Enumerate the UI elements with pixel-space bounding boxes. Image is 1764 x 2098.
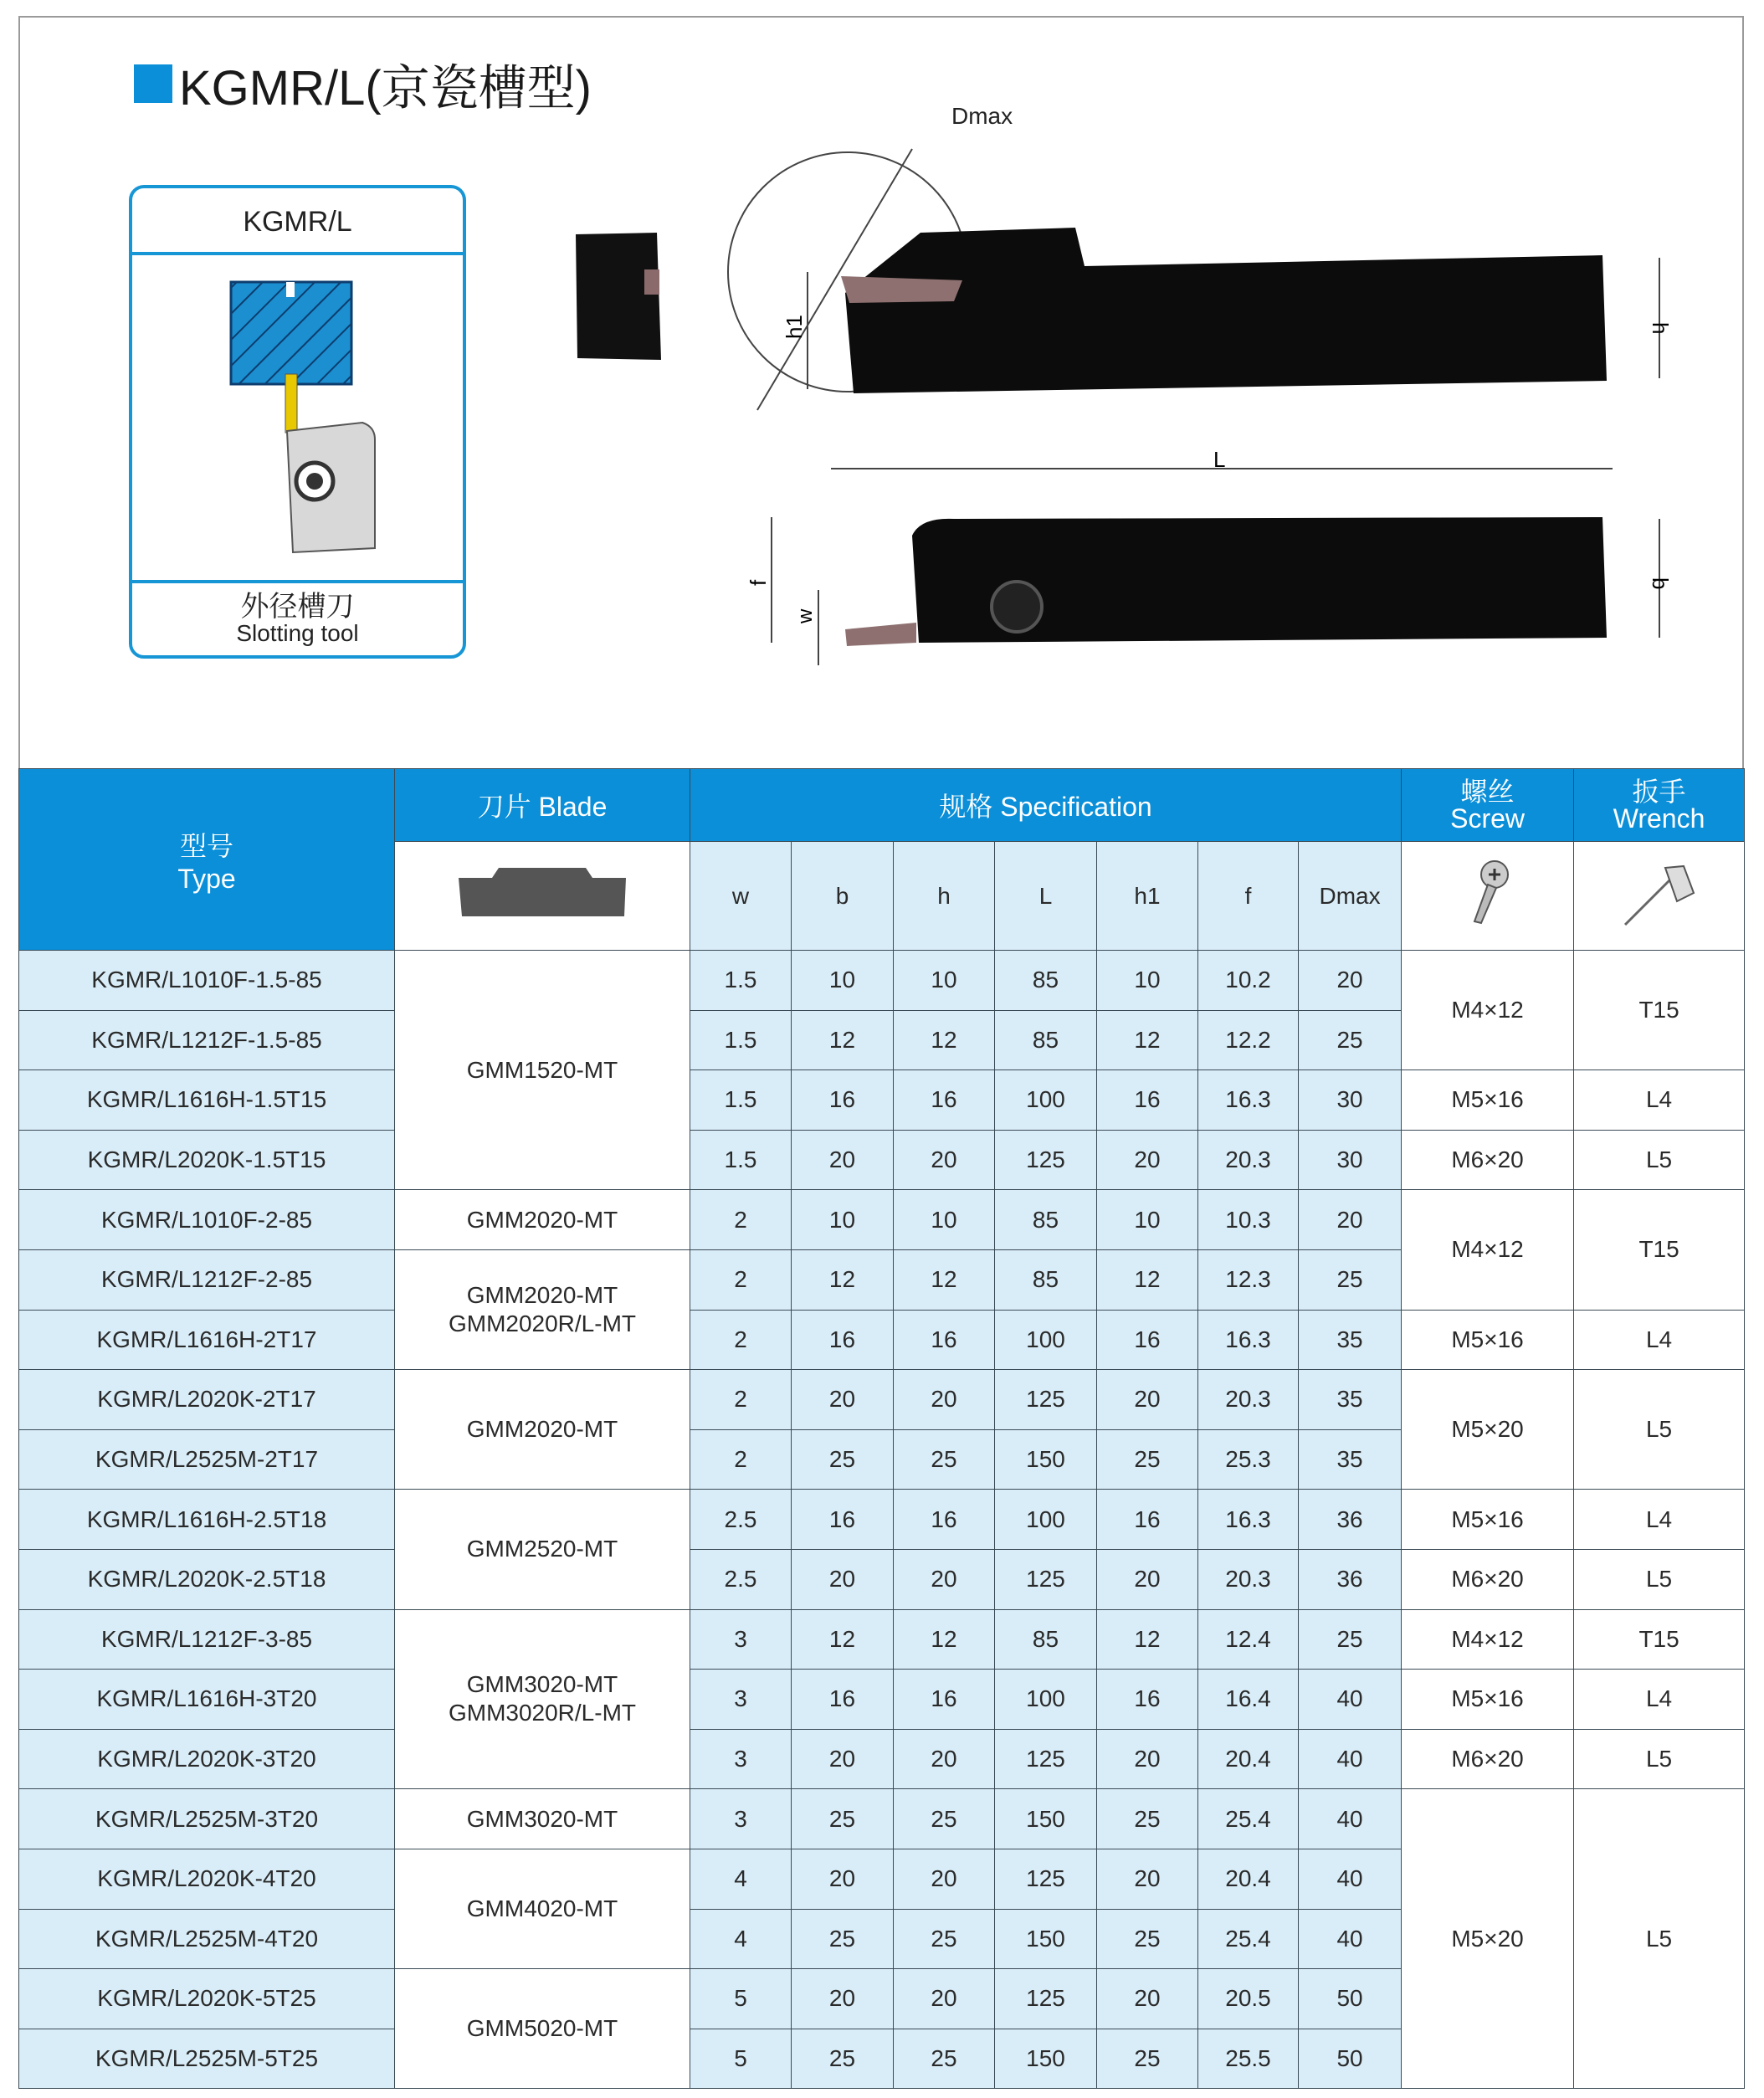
label-f: f [746, 579, 771, 586]
blade-cell [395, 1190, 690, 1250]
blade-cell [395, 951, 690, 1190]
card-label-cn: 外径槽刀 [240, 591, 355, 623]
screw-en: Screw [1450, 803, 1526, 834]
spec-cell-dmax: 25 [1299, 1010, 1402, 1070]
type-cell: KGMR/L1212F-2-85 [19, 1249, 395, 1310]
spec-cell-b: 25 [792, 1789, 894, 1849]
spec-cell-h1: 12 [1097, 1249, 1198, 1310]
spec-cell-h: 20 [894, 1969, 995, 2029]
spec-cell-w: 2 [690, 1310, 792, 1370]
spec-cell-f: 25.5 [1198, 2029, 1299, 2089]
spec-cell-l: 150 [995, 2029, 1097, 2089]
table-row [19, 1130, 1745, 1190]
label-dmax: Dmax [951, 103, 1013, 129]
table-row [19, 1609, 1745, 1670]
spec-cell-h1: 10 [1097, 1190, 1198, 1250]
table-row [19, 1789, 1745, 1849]
col-spec: 规格 Specification [690, 769, 1402, 842]
spec-cell-f: 16.3 [1198, 1490, 1299, 1550]
spec-cell-w: 1.5 [690, 1070, 792, 1131]
card-label-en: Slotting tool [236, 620, 359, 646]
spec-header-dmax: Dmax [1299, 842, 1402, 951]
spec-cell-h: 20 [894, 1549, 995, 1609]
type-cell: KGMR/L1616H-1.5T15 [19, 1070, 395, 1131]
spec-cell-w: 2 [690, 1429, 792, 1490]
screw-cell: M5×16 [1402, 1670, 1574, 1730]
spec-cell-h1: 16 [1097, 1490, 1198, 1550]
table-row [19, 1729, 1745, 1789]
blade-model: GMM3020-MT [466, 1805, 618, 1832]
spec-cell-w: 5 [690, 1969, 792, 2029]
screw-cell: M6×20 [1402, 1729, 1574, 1789]
wrench-cell: T15 [1574, 1190, 1745, 1310]
blade-model: GMM2020-MT [466, 1206, 618, 1233]
label-L: L [1213, 447, 1226, 472]
spec-cell-l: 85 [995, 1190, 1097, 1250]
spec-cell-dmax: 40 [1299, 1729, 1402, 1789]
label-b: b [1648, 577, 1673, 590]
spec-cell-l: 100 [995, 1670, 1097, 1730]
type-cn: 型号 [179, 830, 233, 861]
wrench-cell: L4 [1574, 1490, 1745, 1550]
screw-cell: M5×20 [1402, 1370, 1574, 1490]
spec-cell-h: 10 [894, 951, 995, 1011]
blade-cell [395, 1370, 690, 1490]
spec-cell-dmax: 40 [1299, 1849, 1402, 1909]
spec-cell-f: 20.4 [1198, 1729, 1299, 1789]
spec-cell-dmax: 35 [1299, 1429, 1402, 1490]
spec-cell-dmax: 40 [1299, 1909, 1402, 1969]
spec-cell-w: 2.5 [690, 1490, 792, 1550]
spec-cell-h1: 25 [1097, 2029, 1198, 2089]
spec-cell-b: 12 [792, 1010, 894, 1070]
col-wrench [1574, 769, 1745, 842]
spec-cell-l: 150 [995, 1429, 1097, 1490]
table-row [19, 1070, 1745, 1131]
spec-cell-dmax: 50 [1299, 2029, 1402, 2089]
spec-cell-b: 20 [792, 1969, 894, 2029]
spec-cell-h: 20 [894, 1849, 995, 1909]
wrench-cell: T15 [1574, 951, 1745, 1070]
spec-cell-dmax: 40 [1299, 1789, 1402, 1849]
label-h1: h1 [782, 315, 807, 339]
spec-cell-b: 20 [792, 1729, 894, 1789]
type-cell: KGMR/L2525M-4T20 [19, 1909, 395, 1969]
wrench-cell: L4 [1574, 1310, 1745, 1370]
spec-cell-dmax: 50 [1299, 1969, 1402, 2029]
label-w: w [794, 608, 817, 623]
spec-cell-h1: 20 [1097, 1549, 1198, 1609]
spec-cell-l: 125 [995, 1370, 1097, 1430]
spec-cell-f: 16.3 [1198, 1310, 1299, 1370]
spec-header-l: L [995, 842, 1097, 951]
wrench-cn: 扳手 [1632, 777, 1686, 807]
spec-cell-f: 10.3 [1198, 1190, 1299, 1250]
wrench-cell: L5 [1574, 1729, 1745, 1789]
blade-model: GMM2020-MT [466, 1416, 618, 1443]
type-cell: KGMR/L1616H-2.5T18 [19, 1490, 395, 1550]
col-screw [1402, 769, 1574, 842]
spec-cell-l: 125 [995, 1969, 1097, 2029]
spec-cell-h: 12 [894, 1010, 995, 1070]
wrench-en: Wrench [1613, 803, 1705, 834]
table-row [19, 1370, 1745, 1430]
type-cell: KGMR/L2525M-5T25 [19, 2029, 395, 2089]
spec-cell-w: 1.5 [690, 951, 792, 1011]
blade-cell [395, 1249, 690, 1369]
spec-cell-dmax: 25 [1299, 1609, 1402, 1670]
spec-header-f: f [1198, 842, 1299, 951]
spec-cell-l: 150 [995, 1909, 1097, 1969]
spec-cell-b: 12 [792, 1609, 894, 1670]
spec-cell-dmax: 30 [1299, 1130, 1402, 1190]
spec-cell-f: 20.3 [1198, 1549, 1299, 1609]
spec-cell-b: 25 [792, 2029, 894, 2089]
spec-cell-l: 85 [995, 1010, 1097, 1070]
screw-cell: M5×16 [1402, 1310, 1574, 1370]
screw-cell: M4×12 [1402, 1190, 1574, 1310]
screw-cell: M5×16 [1402, 1490, 1574, 1550]
spec-cell-w: 4 [690, 1909, 792, 1969]
wrench-cell: L5 [1574, 1549, 1745, 1609]
spec-cell-dmax: 36 [1299, 1490, 1402, 1550]
spec-cell-f: 25.4 [1198, 1789, 1299, 1849]
spec-cell-f: 12.2 [1198, 1010, 1299, 1070]
spec-cell-dmax: 20 [1299, 1190, 1402, 1250]
spec-cell-dmax: 35 [1299, 1310, 1402, 1370]
spec-cell-w: 3 [690, 1609, 792, 1670]
spec-cell-h1: 20 [1097, 1969, 1198, 2029]
spec-cell-h: 16 [894, 1670, 995, 1730]
spec-cell-l: 125 [995, 1130, 1097, 1190]
screw-cell: M5×20 [1402, 1789, 1574, 2089]
title-text: KGMR/L(京瓷槽型) [179, 61, 592, 115]
type-cell: KGMR/L1212F-3-85 [19, 1609, 395, 1670]
spec-cell-h: 12 [894, 1609, 995, 1670]
spec-cell-w: 4 [690, 1849, 792, 1909]
spec-cell-b: 16 [792, 1490, 894, 1550]
spec-cell-w: 5 [690, 2029, 792, 2089]
spec-cell-h: 16 [894, 1310, 995, 1370]
spec-cell-f: 20.3 [1198, 1370, 1299, 1430]
screw-cell: M6×20 [1402, 1130, 1574, 1190]
screw-image [1402, 842, 1574, 951]
table-row [19, 951, 1745, 1011]
wrench-cell: L4 [1574, 1670, 1745, 1730]
spec-cell-b: 20 [792, 1370, 894, 1430]
table-row [19, 1490, 1745, 1550]
spec-cell-l: 100 [995, 1070, 1097, 1131]
spec-cell-b: 20 [792, 1849, 894, 1909]
table-row [19, 1190, 1745, 1250]
type-cell: KGMR/L2020K-4T20 [19, 1849, 395, 1909]
spec-cell-w: 2 [690, 1370, 792, 1430]
spec-cell-b: 16 [792, 1670, 894, 1730]
type-cell: KGMR/L1010F-1.5-85 [19, 951, 395, 1011]
spec-cell-b: 25 [792, 1429, 894, 1490]
spec-cell-b: 10 [792, 1190, 894, 1250]
wrench-cell: L5 [1574, 1130, 1745, 1190]
type-cell: KGMR/L2020K-3T20 [19, 1729, 395, 1789]
spec-header-w: w [690, 842, 792, 951]
spec-cell-h: 16 [894, 1070, 995, 1131]
spec-cell-dmax: 36 [1299, 1549, 1402, 1609]
tool-dimension-diagram [0, 0, 1764, 753]
col-type [19, 769, 395, 951]
spec-cell-h: 20 [894, 1130, 995, 1190]
type-cell: KGMR/L2020K-2T17 [19, 1370, 395, 1430]
blade-model: GMM2020-MT [466, 1282, 618, 1309]
spec-cell-h: 16 [894, 1490, 995, 1550]
spec-cell-b: 16 [792, 1070, 894, 1131]
type-cell: KGMR/L2020K-5T25 [19, 1969, 395, 2029]
spec-cell-h1: 20 [1097, 1729, 1198, 1789]
spec-cell-f: 16.3 [1198, 1070, 1299, 1131]
spec-cell-h1: 16 [1097, 1310, 1198, 1370]
type-cell: KGMR/L1616H-3T20 [19, 1670, 395, 1730]
blade-image [395, 842, 690, 951]
spec-header-b: b [792, 842, 894, 951]
spec-cell-dmax: 40 [1299, 1670, 1402, 1730]
type-cell: KGMR/L1212F-1.5-85 [19, 1010, 395, 1070]
blade-cell [395, 1490, 690, 1609]
blade-model: GMM3020R/L-MT [448, 1700, 637, 1726]
spec-header-h1: h1 [1097, 842, 1198, 951]
type-cell: KGMR/L2020K-2.5T18 [19, 1549, 395, 1609]
spec-cell-h: 20 [894, 1370, 995, 1430]
screw-cn: 螺丝 [1460, 777, 1515, 807]
spec-cell-h1: 25 [1097, 1789, 1198, 1849]
spec-cell-w: 2.5 [690, 1549, 792, 1609]
card-title: KGMR/L [132, 188, 463, 255]
blade-model: GMM2020R/L-MT [448, 1311, 637, 1337]
spec-cell-w: 1.5 [690, 1130, 792, 1190]
spec-cell-f: 20.3 [1198, 1130, 1299, 1190]
spec-cell-f: 10.2 [1198, 951, 1299, 1011]
table-row [19, 1670, 1745, 1730]
spec-cell-w: 2 [690, 1190, 792, 1250]
spec-cell-h1: 16 [1097, 1670, 1198, 1730]
spec-cell-l: 125 [995, 1849, 1097, 1909]
spec-cell-h1: 20 [1097, 1130, 1198, 1190]
spec-cell-h: 10 [894, 1190, 995, 1250]
spec-cell-b: 10 [792, 951, 894, 1011]
blade-model: GMM4020-MT [466, 1895, 618, 1921]
spec-cell-h: 20 [894, 1729, 995, 1789]
spec-cell-b: 16 [792, 1310, 894, 1370]
label-h: h [1648, 322, 1673, 335]
spec-cell-dmax: 25 [1299, 1249, 1402, 1310]
spec-cell-h1: 25 [1097, 1909, 1198, 1969]
wrench-cell: L5 [1574, 1370, 1745, 1490]
blade-cell [395, 1609, 690, 1789]
insert-side-view [576, 233, 661, 360]
spec-cell-l: 100 [995, 1310, 1097, 1370]
blade-model: GMM5020-MT [466, 2015, 618, 2042]
spec-cell-w: 3 [690, 1729, 792, 1789]
spec-header-h: h [894, 842, 995, 951]
spec-cell-b: 20 [792, 1130, 894, 1190]
wrench-icon [1622, 859, 1697, 926]
wrench-image [1574, 842, 1745, 951]
type-cell: KGMR/L2020K-1.5T15 [19, 1130, 395, 1190]
table-row [19, 1549, 1745, 1609]
spec-cell-h: 25 [894, 2029, 995, 2089]
spec-cell-h: 25 [894, 1789, 995, 1849]
spec-cell-f: 20.5 [1198, 1969, 1299, 2029]
blade-model: GMM2520-MT [466, 1536, 618, 1562]
blade-insert-icon [459, 868, 626, 918]
wrench-cell: T15 [1574, 1609, 1745, 1670]
spec-cell-h1: 25 [1097, 1429, 1198, 1490]
screw-cell: M5×16 [1402, 1070, 1574, 1131]
type-cell: KGMR/L2525M-3T20 [19, 1789, 395, 1849]
holder-side-view [845, 228, 1607, 393]
spec-cell-h1: 20 [1097, 1849, 1198, 1909]
spec-cell-w: 3 [690, 1670, 792, 1730]
spec-cell-l: 100 [995, 1490, 1097, 1550]
spec-cell-h: 12 [894, 1249, 995, 1310]
screw-icon [1463, 859, 1513, 926]
spec-cell-h1: 10 [1097, 951, 1198, 1011]
spec-cell-f: 12.3 [1198, 1249, 1299, 1310]
screw-cell: M6×20 [1402, 1549, 1574, 1609]
blade-cell [395, 1789, 690, 1849]
spec-cell-f: 12.4 [1198, 1609, 1299, 1670]
spec-cell-l: 125 [995, 1549, 1097, 1609]
type-cell: KGMR/L2525M-2T17 [19, 1429, 395, 1490]
table-row [19, 1310, 1745, 1370]
spec-cell-w: 2 [690, 1249, 792, 1310]
spec-cell-h: 25 [894, 1909, 995, 1969]
spec-cell-b: 12 [792, 1249, 894, 1310]
spec-cell-w: 1.5 [690, 1010, 792, 1070]
spec-table [18, 768, 1745, 2089]
screw-cell: M4×12 [1402, 951, 1574, 1070]
spec-cell-f: 25.3 [1198, 1429, 1299, 1490]
spec-cell-b: 20 [792, 1549, 894, 1609]
spec-cell-h1: 12 [1097, 1609, 1198, 1670]
spec-cell-h1: 20 [1097, 1370, 1198, 1430]
spec-cell-h1: 12 [1097, 1010, 1198, 1070]
spec-cell-h1: 16 [1097, 1070, 1198, 1131]
spec-cell-dmax: 30 [1299, 1070, 1402, 1131]
spec-cell-dmax: 20 [1299, 951, 1402, 1011]
type-cell: KGMR/L1616H-2T17 [19, 1310, 395, 1370]
screw-cell: M4×12 [1402, 1609, 1574, 1670]
blade-model: GMM3020-MT [466, 1671, 618, 1698]
type-cell: KGMR/L1010F-2-85 [19, 1190, 395, 1250]
spec-cell-l: 85 [995, 1249, 1097, 1310]
spec-cell-l: 150 [995, 1789, 1097, 1849]
blade-model: GMM1520-MT [466, 1056, 618, 1083]
spec-cell-f: 16.4 [1198, 1670, 1299, 1730]
col-blade: 刀片 Blade [395, 769, 690, 842]
spec-cell-w: 3 [690, 1789, 792, 1849]
blade-cell [395, 1969, 690, 2089]
wrench-cell: L4 [1574, 1070, 1745, 1131]
spec-cell-dmax: 35 [1299, 1370, 1402, 1430]
spec-cell-b: 25 [792, 1909, 894, 1969]
spec-cell-f: 20.4 [1198, 1849, 1299, 1909]
spec-cell-l: 125 [995, 1729, 1097, 1789]
blade-cell [395, 1849, 690, 1968]
spec-cell-h: 25 [894, 1429, 995, 1490]
spec-cell-f: 25.4 [1198, 1909, 1299, 1969]
type-en: Type [177, 863, 236, 894]
wrench-cell: L5 [1574, 1789, 1745, 2089]
spec-cell-l: 85 [995, 1609, 1097, 1670]
spec-cell-l: 85 [995, 951, 1097, 1011]
